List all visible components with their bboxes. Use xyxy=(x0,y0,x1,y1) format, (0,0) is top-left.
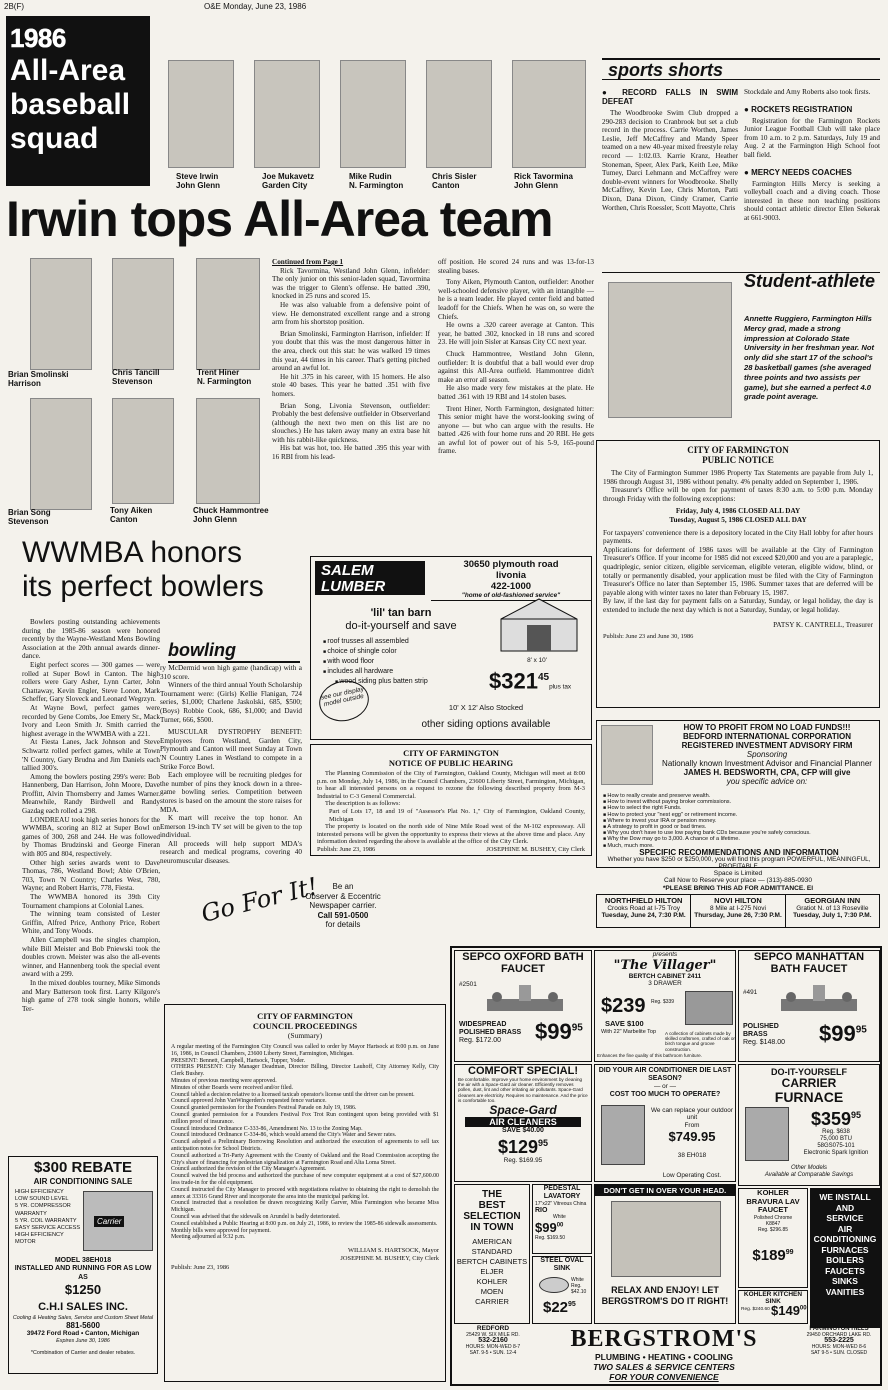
villager-price: $239 xyxy=(601,995,646,1017)
oxford-faucet-deal: SEPCO OXFORD BATH FAUCET #2501 WIDESPREAD POLISHED BRASS Reg. $172.00 $\$99^{95}$ xyxy=(454,950,592,1062)
chi-contact: Cooling & Heating Sales, Service and Custom Sheet Metal 881-5600 39472 Ford Road • Canton, Michigan Expires June 30, 1986 *Combination of Carrier and dealer rebates. xyxy=(12,1315,154,1357)
seminar-ad xyxy=(596,720,880,868)
athlete-photo xyxy=(608,282,732,418)
player-caption: Trent Hiner N. Farmington xyxy=(197,368,252,386)
player-photo xyxy=(340,60,406,168)
pedestal-lavatory-deal: PEDESTAL LAVATORY 17"x22" Vitreous China RIO White $\$99^{00}$ Reg. $169.50 xyxy=(532,1184,592,1254)
player-photo xyxy=(196,258,260,370)
tax-notice: CITY OF FARMINGTON PUBLIC NOTICE The City of Farmington Summer 1986 Property Tax Statements are payable from July 1, 1986 through August 31, 1986 without penalty. 4% penalty added on September 1, 1986. Treasurer's Office will be open for payment of taxes 8:30 a.m. to 5:00 p.m. Monday through Friday with the following exceptions: Friday, July 4, 1986 CLOSED ALL DAY Tuesday, August 5, 1986 CLOSED ALL DAY For taxpayers' convenience there is a depository located in the City Hall lobby for after hours payments. Applications for deferment of 1986 taxes will be available at the City of Farmington Treasurer's Office. If your income for 1985 did not exceed $20,000 and you are a paraplegic, quadriplegic, senior citizen, eligible serviceman, eligible veteran, eligible widow, blind, or totally or permanently disabled, your application must be filed with the City of Farmington Treasurer's Office no later than September 15, 1986. Summer taxes that are deferred will be payable along with winter taxes no later than February 15, 1987. By law, if the last day for payment falls on a Saturday, Sunday, or legal holiday, the day is extended to include the next day which is not a Saturday, Sunday, or legal holiday. PATSY K. CANTRELL, Treasurer Publish: June 23 and June 30, 1986 xyxy=(596,440,880,708)
player-photo xyxy=(168,60,234,168)
manhattan-faucet-deal: SEPCO MANHATTAN BATH FAUCET #491 POLISHED BRASS Reg. $148.00 $\$99^{95}$ xyxy=(738,950,880,1062)
go-for-it-script: Go For It! xyxy=(198,872,321,928)
salem-logo: SALEM LUMBER xyxy=(315,561,425,595)
manhattan-price: $\$99^{95}$ xyxy=(819,1021,867,1046)
best-selection: THE BEST SELECTION IN TOWN AMERICAN STANDARD BERTCH CABINETS ELJER KOHLER MOEN CARRIER xyxy=(454,1184,530,1324)
bowling-column: Bowlers posting outstanding achievements during the 1985-86 season were honored recently by the Wayne-Westland Mens Bowling Association at the 20th annual awards dinner-dance. Eight perfect scores — 300 games — were rolled at Super Bowl in Canton. The high rollers were Gary Asher, Lynn Carter, John Chattaway, Kevin Engler, Steve Lonon, Mark Scheffer, Gary Sloveck and Leonard Wegrzyn. At Wayne Bowl, perfect games were recorded by Gene Combs, Joe Emery Sr., Mack Ivory and Leon Smith Jr. Smith carried the highest average in the WWMBA with a 221. At Fiesta Lanes, Jack Johnson and Steve Schwartz rolled perfect games, while at Town 'N Country, Gary Brudna and Jim Daniels each tallied 300's. Among the bowlers posting 299's were: Bob Hannenberg, Dan Harrison, John Moore, Dave Proffitt, Alvin Thornsberry and James Warner. Meanwhile, Randy Birdwell and Randy Gazdag each rolled a 298. LONDREAU took high series honors for the WWMBA, scoring an 812 at Super Bowl on games of 300, 268 and 244. He was followed by Thomas Brudzinski and George Fineran with 805 and 804, respectively. Other high series awards went to Dave Thomas, 786, Westland Bowl; Abie O'Brien, 703, Town 'N Country; Charles West, 780, Wayne; and Robert Harris, 778, Fiesta. The WWMBA honored its 39th City Tournament champions at Colonial Lanes. The winning team consisted of Lester Griffin, Alfred Price, Anthony Price, Robert White, and Tony Woods. Allen Campbell was the singles champion, while Bill Meister and Bob Pniewski took the doubles crown. Meister was also the all-events winner, and Hannenberg took the special event award with a 299. In the mixed doubles tourney, Mike Simonds and Mary Batterson took first. Larry Kilgore's high game of 278 took single honors, while Ter- xyxy=(22,618,160,1013)
cabinet-image xyxy=(685,991,733,1025)
player-photo xyxy=(254,60,320,168)
player-photo xyxy=(426,60,492,168)
villager-cabinet-deal: presents "The Villager" BERTCH CABINET 2411 3 DRAWER $239 Reg. $339 SAVE $100 With 22" Marbelite Top A collection of cabinets made by skilled craftsmen, crafted of oak or birch tongue and groove construction. Enhances the fine quality of this bathroom furniture. xyxy=(594,950,736,1062)
player-caption: Brian Song Stevenson xyxy=(8,508,51,526)
bowling-headline: WWMBA honors its perfect bowlers xyxy=(22,536,264,603)
barn-illustration xyxy=(491,595,587,655)
rebate-features: HIGH EFFICIENCY LOW SOUND LEVEL 5 YR. COMPRESSOR WARRANTY 5 YR. COIL WARRANTY EASY SERVICE ACCESS HIGH EFFICIENCY MOTOR xyxy=(15,1189,81,1246)
cartoon-image xyxy=(611,1201,721,1277)
all-area-flag xyxy=(6,16,150,186)
council-proceedings: CITY OF FARMINGTON COUNCIL PROCEEDINGS (Summary) A regular meeting of the Farmington City Council was called to order by Mayor Hartsock at 8:00 p.m. on June 16, 1986, in Council Chambers, 23600 Liberty Street, Farmington, Michigan. PRESENT: Bennett, Campbell, Hartsock, Tupper, Yoder. OTHERS PRESENT: City Manager Deadman, Director Billing, Director Lauhoff, City Attorney Kelly, City Clerk Bushey. Minutes of previous meeting were approved. Minutes of other Boards were received and/or filed. Council tabled a decision relative to a licensed taxicab operator's license until the driver can be present. Council approved John VanWingerden's requested fence variance. Council granted permission for the Founders Festival Parade on July 19, 1986. Council granted permission for a Founders Festival Fox Trot Run contingent upon being provided with $1 million proof of insurance. Council introduced Ordinance C-333-86, Amendment No. 13 to the Zoning Map. Council introduced Ordinance C-334-86, which would amend the City's Water and Sewer rates. Council adopted a Preliminary Borrowing Resolution and authorized the execution of agreements to sell tax anticipation notes for School Districts. Council authorized a Tri-Party Agreement with the County of Oakland and the Road Commission accepting the City's share of financing for pedestrian signalization at Farmington Road and Alta Loma Street. Council authorized the revision of the City Manager's Agreement. Council waived the bid process and authorized the purchase of new computer equipment at a cost of $27,600.00 less trade-in for the old equipment. Council instructed the City Manager to proceed with negotiations relative to obtaining the right to demolish the annex at 33316 Grand River and incorporate the area into the municipal parking lot. Council instructed that a resolution be drawn recognizing Kelly Garver, Miss Farmington who became Miss Michigan. Council was advised that the sidewalk on Arundel is badly deteriorated. Council established a Public Hearing at 8:00 p.m. on July 21, 1986, to review the 1985-86 sidewalk assessments. Monthly bills were approved for payment. Meeting adjourned at 9:32 p.m. WILLIAM S. HARTSOCK, Mayor JOSEPHINE M. BUSHEY, City Clerk Publish: June 23, 1986 xyxy=(164,1004,446,1382)
article-column: off position. He scored 24 runs and was 13-for-13 stealing bases. Tony Aiken, Plymouth Canton, outfielder: Another well-schooled defensive player, with an intangible — he is a team leader. He played center field and batted leadoff for the Chiefs. When he was on, so were the Chiefs. He owns a .320 career average at Canton. This year, he batted .302, knocked in 18 runs and scored 23. He will join Sisler at Kansas City CC next year. Chuck Hammontree, Westland John Glenn, outfielder: It is doubtful that a ball would ever drop against this All-Area outfield. Hammontree didn't make an error all season. He also made very few mistakes at the plate. He batted .361 with 19 RBI and 14 stolen bases. Trent Hiner, North Farmington, designated hitter: This senior might have the worst-looking swing of anyone — but who can argue with the results. He batted .426 with four home runs and 20 RBI. He gets an awful lot of power out of his 5-9, 165-pound frame. xyxy=(438,258,594,456)
barn-options: other siding options available xyxy=(421,719,551,730)
furnace-image xyxy=(745,1107,789,1161)
sports-shorts-flag: sports shorts xyxy=(602,58,880,80)
player-photo xyxy=(196,398,260,504)
barn-stock: 10' X 12' Also Stocked xyxy=(448,703,524,712)
bergstroms-logo-block: BERGSTROM'S PLUMBING • HEATING • COOLING TWO SALES & SERVICE CENTERS FOR YOUR CONVENIENCE xyxy=(534,1326,794,1382)
outdoor-unit-image xyxy=(601,1105,645,1165)
carrier-text: Be an Observer & Eccentric Newspaper carrier. Call 591-0500 for details xyxy=(305,882,381,929)
player-photo xyxy=(30,398,92,510)
salem-address: 30650 plymouth road livonia 422-1000 "home of old-fashioned service" xyxy=(431,559,591,601)
bravura-faucet-deal: KOHLER BRAVURA LAV FAUCET Polished Chrome K8847 Reg. $296.85 $\$189^{99}$ xyxy=(738,1188,808,1288)
seminar-bullets: ■ How to really create and preserve wealth. ■ How to invest without paying broker commissions. ■ How to select the right Funds. ■ How to protect your "nest egg" or retirement income. ■ Where to invest your IRA or pension money. ■ A strategy to profit in good or bad times. ■ Why you don't have to use low paying bank CDs because you're safely conscious. ■ Why the Dow may go to 3,000. A chance of a lifetime. ■ Much, much more. xyxy=(603,793,877,849)
faucet-image xyxy=(779,981,859,1015)
player-caption: Brian Smolinski Harrison xyxy=(8,370,69,388)
bowling-label: bowling xyxy=(168,640,300,663)
carrier-promo xyxy=(196,872,400,964)
redford-store: REDFORD 25429 W. SIX MILE RD. 532-2160 HOURS: MON-WED 8-7 SAT. 9-5 • SUN. 12-4 xyxy=(465,1325,521,1356)
rebate-headline: $300 REBATE xyxy=(33,1159,133,1176)
player-caption: Steve Irwin John Glenn xyxy=(176,172,220,190)
seminar-header: HOW TO PROFIT FROM NO LOAD FUNDS!!! BEDFORD INTERNATIONAL CORPORATION REGISTERED INVESTMENT ADVISORY FIRM Sponsoring Nationally known Investment Advisor and Financial Planner JAMES H. BEDSWORTH, CPA, CFP will give you specific advice on: xyxy=(662,723,872,786)
player-caption: Tony Aiken Canton xyxy=(110,506,153,524)
player-caption: Chuck Hammontree John Glenn xyxy=(193,506,269,524)
flag-line: baseball xyxy=(10,88,131,121)
flag-line: 1986 xyxy=(10,23,66,53)
kitchen-sink-deal: KOHLER KITCHEN SINK Reg. $240.60 $\$149^{00}$ xyxy=(738,1290,808,1324)
player-caption: Chris Sisler Canton xyxy=(432,172,477,190)
player-caption: Joe Mukavetz Garden City xyxy=(262,172,315,190)
ac-unit-image: Carrier xyxy=(83,1191,153,1251)
player-photo xyxy=(512,60,586,168)
seminar-reserve: Space is Limited Call Now to Reserve your place — (313)-885-0930 *PLEASE BRING THIS AD FOR ADMITTANCE. El xyxy=(662,870,814,892)
furnace-deal: DO-IT-YOURSELF CARRIER FURNACE $\$359^{95}$ Reg. $638 75,000 BTU 58GS075-101 Electronic Spark Ignition Other Models Available at Comparable Savings xyxy=(738,1064,880,1186)
ac-replacement-deal: DID YOUR AIR CONDITIONER DIE LAST SEASON? — or — COST TOO MUCH TO OPERATE? We can replace your outdoor unit From $749.95 38 EH018 Low Operating Cost. xyxy=(594,1064,736,1182)
oxford-price: $\$99^{95}$ xyxy=(535,1019,583,1044)
flag-line: All-Area xyxy=(10,54,126,87)
seminar-recs: SPECIFIC RECOMMENDATIONS AND INFORMATION Whether you have $250 or $250,000, you will find this program POWERFUL, MEANINGFUL, PROFITABLE. xyxy=(607,848,871,870)
install-service-panel: WE INSTALL AND SERVICE AIR CONDITIONING FURNACES BOILERS FAUCETS SINKS VANITIES xyxy=(810,1188,880,1328)
bowling-column: ry McDermid won high game (handicap) with a 310 score. Winners of the third annual Youth Scholarship Tournament were: (Girls) Kellie Flanigan, 724 series, $1,000; Charlene Jaskolski, 685, $500; (Boys) Robbie Cook, 686, $1,000; and David Turner, 666, $500. MUSCULAR DYSTROPHY BENEFIT: Employees from Westland, Garden City, Plymouth and Canton will meet Sunday at Town 'N Country Lanes in Westland to compete in a Strike Force Bowl. Each employee will be recruiting pledges for the number of pins they knock down in a three-game bowling series. Competition between stores is based on the amount the store raises for MDA. K mart will receive the top honor. An Emerson 19-inch TV set will be given to the top individual. All proceeds will help support MDA's research and medical programs, covering 40 neuromuscular diseases. xyxy=(160,664,302,866)
bergstroms-ad xyxy=(450,946,882,1386)
sports-shorts-column: Stockdale and Amy Roberts also took firsts. ● ROCKETS REGISTRATION Registration for the Farmington Rockets Junior League Football Club will take place from 10 a.m. to 2 p.m. Saturdays, July 19 and Aug. 2 at the Farmington High School foot ball field. ● MERCY NEEDS COACHES Farmington Hills Mercy is seeking a volleyball coach and a diving coach. Those interested in these non teaching positions should contact athletic director Ellen Sekerak at 661-9003. xyxy=(744,88,880,222)
main-headline: Irwin tops All-Area team xyxy=(6,191,553,247)
page-number: 2B(F) xyxy=(4,2,24,11)
salem-lumber-ad xyxy=(310,556,592,740)
advisor-photo xyxy=(601,725,653,785)
chi-sales-logo: C.H.I SALES INC. xyxy=(38,1301,128,1313)
player-photo xyxy=(112,258,174,370)
salem-features: ■ roof trusses all assembled ■ choice of shingle color ■ with wood floor ■ includes all hardware ■ wood siding plus batten strip xyxy=(323,637,453,687)
comfort-special-deal: COMFORT SPECIAL! Be comfortable. Improve your home environment by cleaning the air with a Space-Gard air cleaner. Efficiently removes pollen, dust, lint and other irritating air pollutants. Space-Gard cleaners are electricity. Requires no maintenance. And the price is comfortable too. Space-Gard AIR CLEANERS SAVE $40.00 $\$129^{95}$ Reg. $169.95 xyxy=(454,1064,592,1182)
player-photo xyxy=(112,398,174,504)
student-athlete-title: Student-athlete xyxy=(744,271,876,291)
rebate-subhead: AIR CONDITIONING SALE xyxy=(33,1177,133,1186)
player-caption: Mike Rudin N. Farmington xyxy=(349,172,404,190)
seminar-locations: NORTHFIELD HILTON Crooks Road at I-75 Troy Tuesday, June 24, 7:30 P.M. NOVI HILTON 8 Mile at I-275 Novi Thursday, June 26, 7:30 P.M. GEORGIAN INN Gratiot N. of 13 Roseville Tuesday, July 1, 7:30 P.M. xyxy=(596,894,880,928)
barn-size: 8' x 10' xyxy=(527,657,547,664)
rebate-ad xyxy=(8,1156,158,1374)
bergstroms-logo: BERGSTROM'S xyxy=(570,1326,758,1352)
council-minutes: A regular meeting of the Farmington City Council was called to order by Mayor Hartsock at 8:00 p.m. on June 16, 1986, in Council Chambers, 23600 Liberty Street, Farmington, Michigan. PRESENT: Bennett, Campbell, Hartsock, Tupper, Yoder. OTHERS PRESENT: City Manager Deadman, Director Billing, Director Lauhoff, City Attorney Kelly, City Clerk Bushey. Minutes of previous meeting were approved. Minutes of other Boards were received and/or filed. Council tabled a decision relative to a licensed taxicab operator's license until the driver can be present. Council approved John VanWingerden's requested fence variance. Council granted permission for the Founders Festival Parade on July 19, 1986. Council granted permission for a Founders Festival Fox Trot Run contingent upon being provided with $1 million proof of insurance. Council introduced Ordinance C-333-86, Amendment No. 13 to the Zoning Map. Council introduced Ordinance C-334-86, which would amend the City's Water and Sewer rates. Council adopted a Preliminary Borrowing Resolution and authorized the execution of agreements to sell tax anticipation notes for School Districts. Council authorized a Tri-Party Agreement with the County of Oakland and the Road Commission accepting the City's share of financing for pedestrian signalization at Farmington Road and Alta Loma Street. Council authorized the revision of the City Manager's Agreement. Council waived the bid process and authorized the purchase of new computer equipment at a cost of $27,600.00 less trade-in for the old equipment. Council instructed the City Manager to proceed with negotiations relative to obtaining the right to demolish the annex at 33316 Grand River and incorporate the area into the municipal parking lot. Council instructed that a resolution be drawn recognizing Kelly Garver, Miss Farmington who became Miss Michigan. Council was advised that the sidewalk on Arundel is badly deteriorated. Council established a Public Hearing at 8:00 p.m. on July 21, 1986, to review the 1985-86 sidewalk assessments. Monthly bills were approved for payment. Meeting adjourned at 9:32 p.m. xyxy=(171,1044,439,1241)
sink-image xyxy=(539,1277,569,1293)
barn-price: $\$321^{45}plus$ tax xyxy=(489,668,572,694)
faucet-image xyxy=(485,981,565,1015)
player-photo xyxy=(30,258,92,370)
article-column: Continued from Page 1 Rick Tavormina, Westland John Glenn, infielder: The only junior on this senior-laden squad, Tavormina was the trigger to Glenn's offense. He batted .390, knocked in 25 runs and scored 15. He was also valuable from a defensive point of view. He demonstrated excellent range and a strong arm from his shortstop position. Brian Smolinski, Farmington Harrison, infielder: If you doubt that this was the most dangerous hitter in the area, check out this stat: he was walked 19 times this year, 44 times in his career. That's getting pitched around an awful lot. He hit .375 in his career, with 15 homers. He also stole 40 bases. This year he batted .351 with five homers. Brian Song, Livonia Stevenson, outfielder: Probably the best defensive outfielder in Observerland (although the next two men on this list are no slouches.) He has taken away many an extra base hit with his rabbit-like quickness. His bat was hot, too. He batted .395 this year with 16 RBI from his lead- xyxy=(272,258,430,462)
player-caption: Chris Tancill Stevenson xyxy=(112,368,160,386)
rebate-install: MODEL 38EH018 INSTALLED AND RUNNING FOR AS LOW AS $1250 xyxy=(14,1257,152,1298)
masthead-dateline: O&E Monday, June 23, 1986 xyxy=(204,2,307,11)
display-badge: see our display model outside xyxy=(315,676,372,726)
farmington-store: FARMINGTON HILLS 29450 ORCHARD LAKE RD. 553-2225 HOURS: MON-WED 8-6 SAT 9-5 • SUN. CLOSED xyxy=(806,1326,872,1356)
flag-line: squad xyxy=(10,122,99,155)
dont-get-in-over-your-head: DON'T GET IN OVER YOUR HEAD. RELAX AND ENJOY! LET BERGSTROM'S DO IT RIGHT! xyxy=(594,1184,736,1324)
hearing-notice: CITY OF FARMINGTON NOTICE OF PUBLIC HEARING The Planning Commission of the City of Farmington, Oakland County, Michigan will meet at 8:00 p.m. on Monday, July 14, 1986, in the Council Chambers, 23600 Liberty Street, Farmington, Michigan, to hear all interested persons on a request to rezone the following described property from M-3 Industrial to C-3 General Commercial. The description is as follows: Part of Lots 17, 18 and 19 of "Assessor's Plat No. 1," City of Farmington, Oakland County, Michigan The property is located on the north side of Nine Mile Road west of the M-102 expressway. All interested persons will be given the opportunity to express their views at the above time and place. Any information desired regarding the above is available at the office of the City Clerk. Publish: June 23, 1986 JOSEPHINE M. BUSHEY, City Clerk xyxy=(310,744,592,856)
player-caption: Rick Tavormina John Glenn xyxy=(514,172,573,190)
sports-shorts-column: ● RECORD FALLS IN SWIM DEFEAT The Woodbrooke Swim Club dropped a 290-283 decision to Cranbrook but set a club record in the process. Carrie Worthen, James Leslie, Jeff McCaffrey and Mandy Speer teamed on a new 40-year mixed freestyle relay record — 1:02.03. Karrie Kranz, Heather Stoneman, Speer, Alex Park, Keith Lee, Mike Tumey, Darci Lehmann and McCaffrey were double-event winners for Woodbrooke. Shelly McCaffrey, Kevin Lee, Chris Morton, Patti Dixon, Dana Dixon, Cindy Cramer, Carrie Worthen, Chris Roessler, Scott Mayotte, Chris xyxy=(602,88,738,212)
salem-product: 'lil' tan barn do-it-yourself and save xyxy=(345,607,457,632)
oval-sink-deal: STEEL OVAL SINK White Reg. $42.10 $\$22^{95}$ xyxy=(532,1256,592,1324)
student-athlete-text: Annette Ruggiero, Farmington Hills Mercy grad, made a strong impression at Colorado State University in her freshman year. Not only did she start 17 of the school's 28 basketball games (she averaged three points and two assists per game), but she earned a perfect 4.0 grade point average. xyxy=(744,314,874,402)
